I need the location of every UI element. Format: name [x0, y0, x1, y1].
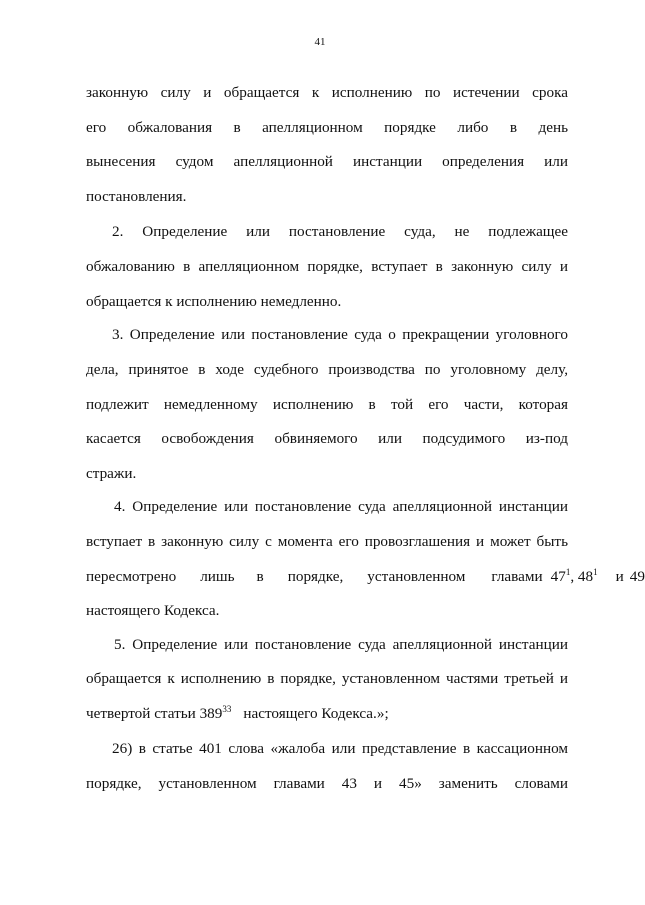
text-line: пересмотрено лишь в порядке, установленном главами $47^1$, $48^1$ и 49	[86, 566, 645, 585]
page-number: 41	[314, 36, 326, 48]
text-line: обращается к исполнению немедленно.	[86, 293, 342, 310]
text-line: подлежит немедленному исполнению в той его части, которая	[86, 396, 568, 413]
text-line: 4. Определение или постановление суда апелляционной инстанции	[114, 498, 568, 515]
text-line: стражи.	[86, 465, 137, 482]
text-line: касается освобождения обвиняемого или подсудимого из-под	[86, 430, 568, 447]
text-line: дела, принятое в ходе судебного производства по уголовному делу,	[86, 361, 568, 378]
text-line: 5. Определение или постановление суда апелляционной инстанции	[114, 636, 568, 653]
text-line: порядке, установленном главами 43 и 45» заменить словами	[86, 775, 568, 792]
chapter-ref: 49	[629, 568, 645, 585]
chapter-ref: $48^1$	[577, 566, 598, 585]
text-line: 2. Определение или постановление суда, не подлежащее	[112, 223, 568, 240]
text-line: постановления.	[86, 188, 187, 205]
text-line: 26) в статье 401 слова «жалоба или представление в кассационном	[112, 740, 568, 757]
text-line: вступает в законную силу с момента его провозглашения и может быть	[86, 533, 568, 550]
text-line: настоящего Кодекса.	[86, 602, 220, 619]
text-line: его обжалования в апелляционном порядке либо в день	[86, 119, 568, 136]
text-line: обращается к исполнению в порядке, установленном частями третьей и	[86, 670, 568, 687]
text-line: обжалованию в апелляционном порядке, вступает в законную силу и	[86, 258, 568, 275]
chapter-ref: $47^1$,	[550, 566, 575, 585]
text-line: вынесения судом апелляционной инстанции определения или	[86, 153, 568, 170]
text-line: 3. Определение или постановление суда о прекращении уголовного	[112, 326, 568, 343]
text-line: четвертой статьи $389^{33}$ настоящего Кодекса.»;	[86, 703, 389, 722]
text-line: законную силу и обращается к исполнению по истечении срока	[86, 84, 568, 101]
